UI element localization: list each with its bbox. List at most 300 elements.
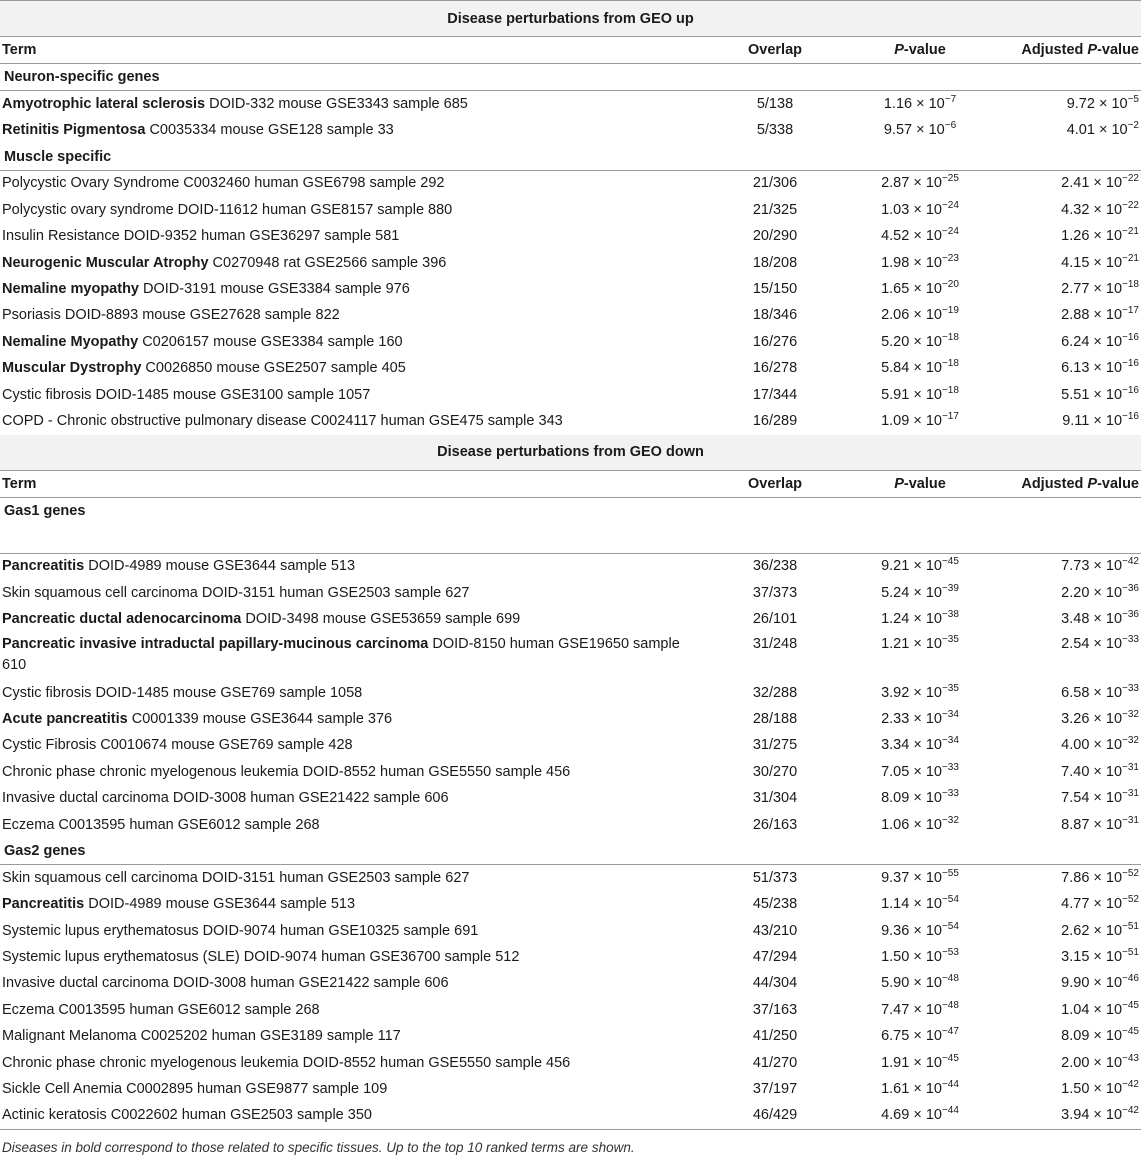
term-details: Systemic lupus erythematosus DOID-9074 human GSE10325 sample 691 <box>2 922 479 939</box>
adjusted-p-value-cell <box>990 197 1141 223</box>
table-row <box>0 812 1141 838</box>
p-value-mantissa: 5.24 × 10 <box>881 584 942 601</box>
p-value-cell <box>850 944 990 970</box>
table-row <box>0 580 1141 606</box>
adj-value-mantissa: 4.77 × 10 <box>1061 896 1123 913</box>
overlap-cell: 43/210 <box>752 922 798 939</box>
term-cell <box>0 759 700 785</box>
adj-value-exponent: −17 <box>1122 305 1139 317</box>
p-value-exponent: −23 <box>941 252 959 264</box>
p-value-cell <box>850 276 990 302</box>
adj-value-exponent: −22 <box>1122 173 1139 185</box>
p-value-mantissa: 1.03 × 10 <box>881 201 942 218</box>
p-value-mantissa: 5.20 × 10 <box>881 333 942 350</box>
term-cell <box>0 971 700 997</box>
header-p-suffix: -value <box>903 42 946 58</box>
term-tissue-name: Nemaline myopathy <box>2 281 139 298</box>
adjusted-p-value-cell <box>990 382 1141 408</box>
term-cell <box>0 706 700 732</box>
overlap-cell: 31/248 <box>752 635 798 652</box>
term-cell <box>0 1103 700 1130</box>
adj-value-exponent: −16 <box>1122 384 1139 396</box>
p-value-mantissa: 6.75 × 10 <box>881 1028 942 1045</box>
term-cell <box>0 680 700 706</box>
adjusted-p-value-cell <box>990 865 1141 892</box>
table-row <box>0 918 1141 944</box>
table-row <box>0 408 1141 434</box>
term-details: Eczema C0013595 human GSE6012 sample 268 <box>2 816 320 833</box>
term-details: Eczema C0013595 human GSE6012 sample 268 <box>2 1001 320 1018</box>
table-row <box>0 606 1141 632</box>
p-value-exponent: −54 <box>941 920 959 932</box>
p-value-mantissa: 5.91 × 10 <box>881 386 942 403</box>
overlap-cell: 26/101 <box>752 611 798 628</box>
term-details: Cystic fibrosis DOID-1485 mouse GSE769 sample 1058 <box>2 684 363 701</box>
adj-value-mantissa: 7.40 × 10 <box>1061 763 1123 780</box>
group-header-row <box>0 838 1141 865</box>
term-details: Insulin Resistance DOID-9352 human GSE36297 sample 581 <box>2 228 400 245</box>
p-value-exponent: −45 <box>941 1052 959 1064</box>
p-value-exponent: −44 <box>941 1079 959 1091</box>
term-cell <box>0 276 700 302</box>
adjusted-p-value-cell <box>990 759 1141 785</box>
adj-value-exponent: −36 <box>1122 609 1139 621</box>
adj-value-exponent: −42 <box>1122 1105 1139 1117</box>
adj-value-mantissa: 1.26 × 10 <box>1061 228 1123 245</box>
table-footnote: Diseases in bold correspond to those related to specific tissues. Up to the top 10 ranked terms are shown. <box>2 1140 635 1156</box>
p-value-cell <box>850 680 990 706</box>
term-details: C0001339 mouse GSE3644 sample 376 <box>127 710 393 727</box>
term-details: Sickle Cell Anemia C0002895 human GSE9877 sample 109 <box>2 1081 388 1098</box>
term-details: Malignant Melanoma C0025202 human GSE3189 sample 117 <box>2 1028 401 1045</box>
table-row <box>0 759 1141 785</box>
section-title: Disease perturbations from GEO up <box>0 1 1141 37</box>
term-cell <box>0 606 700 632</box>
adj-value-mantissa: 4.00 × 10 <box>1061 737 1123 754</box>
group-header-row <box>0 144 1141 171</box>
term-cell <box>0 91 700 118</box>
term-details: DOID-3191 mouse GSE3384 sample 976 <box>139 281 410 298</box>
p-value-cell <box>850 997 990 1023</box>
table-row <box>0 329 1141 355</box>
p-value-exponent: −19 <box>941 305 959 317</box>
p-value-cell <box>850 356 990 382</box>
overlap-cell: 21/325 <box>752 201 798 218</box>
group-label: Gas1 genes <box>0 497 1141 553</box>
term-details: Invasive ductal carcinoma DOID-3008 human GSE21422 sample 606 <box>2 975 449 992</box>
p-value-mantissa: 3.92 × 10 <box>881 684 942 701</box>
adjusted-p-value-cell <box>990 329 1141 355</box>
section-title-row <box>0 1 1141 37</box>
header-adj-suffix: -value <box>1097 475 1139 492</box>
p-value-exponent: −6 <box>944 120 957 132</box>
p-value-cell <box>850 865 990 892</box>
p-value-exponent: −34 <box>941 735 959 747</box>
adjusted-p-value-cell <box>990 356 1141 382</box>
adj-value-mantissa: 8.87 × 10 <box>1061 816 1123 833</box>
p-value-mantissa: 4.69 × 10 <box>881 1107 942 1124</box>
p-value-exponent: −25 <box>941 173 959 185</box>
p-value-mantissa: 9.37 × 10 <box>881 869 942 886</box>
header-adj-italic: P <box>1087 42 1098 58</box>
term-cell <box>0 250 700 276</box>
adjusted-p-value-cell <box>990 680 1141 706</box>
term-details: Skin squamous cell carcinoma DOID-3151 human GSE2503 sample 627 <box>2 869 470 886</box>
adj-value-exponent: −16 <box>1122 331 1139 343</box>
p-value-cell <box>850 382 990 408</box>
adj-value-exponent: −51 <box>1122 947 1139 959</box>
p-value-cell <box>850 224 990 250</box>
term-details: Chronic phase chronic myelogenous leukemia DOID-8552 human GSE5550 sample 456 <box>2 1054 571 1071</box>
overlap-cell: 30/270 <box>752 763 798 780</box>
table-row <box>0 971 1141 997</box>
p-value-cell <box>850 971 990 997</box>
header-p-value <box>850 37 990 64</box>
adj-value-mantissa: 1.50 × 10 <box>1061 1081 1123 1098</box>
term-details: C0206157 mouse GSE3384 sample 160 <box>138 333 403 350</box>
term-tissue-name: Nemaline Myopathy <box>2 333 139 350</box>
overlap-cell: 41/250 <box>752 1028 798 1045</box>
section-title-row <box>0 435 1141 471</box>
adjusted-p-value-cell <box>990 918 1141 944</box>
p-value-mantissa: 4.52 × 10 <box>881 228 942 245</box>
header-adj-prefix: Adjusted <box>1021 475 1088 492</box>
term-details: Invasive ductal carcinoma DOID-3008 human GSE21422 sample 606 <box>2 790 449 807</box>
adj-value-mantissa: 2.77 × 10 <box>1061 281 1123 298</box>
table-row <box>0 117 1141 143</box>
adj-value-exponent: −52 <box>1122 868 1139 880</box>
header-adj-suffix: -value <box>1097 42 1139 58</box>
p-value-mantissa: 9.57 × 10 <box>883 122 945 139</box>
adj-value-mantissa: 7.54 × 10 <box>1061 790 1123 807</box>
term-cell <box>0 224 700 250</box>
header-adjusted-p-value <box>990 37 1141 64</box>
adj-value-exponent: −42 <box>1122 1079 1139 1091</box>
p-value-cell <box>850 408 990 434</box>
overlap-cell: 18/346 <box>752 307 798 324</box>
p-value-mantissa: 1.09 × 10 <box>881 412 942 429</box>
term-tissue-name: Retinitis Pigmentosa <box>2 122 146 139</box>
adjusted-p-value-cell <box>990 606 1141 632</box>
p-value-mantissa: 1.14 × 10 <box>881 896 942 913</box>
adjusted-p-value-cell <box>990 408 1141 434</box>
table-row <box>0 785 1141 811</box>
p-value-exponent: −34 <box>941 709 959 721</box>
p-value-cell <box>850 892 990 918</box>
overlap-cell: 36/238 <box>752 558 798 575</box>
table-row <box>0 1050 1141 1076</box>
adjusted-p-value-cell <box>990 1076 1141 1102</box>
p-value-mantissa: 9.36 × 10 <box>881 922 942 939</box>
term-details: C0035334 mouse GSE128 sample 33 <box>145 122 394 139</box>
p-value-cell <box>850 1024 990 1050</box>
overlap-cell: 28/188 <box>752 710 798 727</box>
table-row <box>0 865 1141 892</box>
adj-value-mantissa: 9.72 × 10 <box>1066 95 1128 112</box>
term-tissue-name: Muscular Dystrophy <box>2 360 142 377</box>
adjusted-p-value-cell <box>990 892 1141 918</box>
p-value-cell <box>850 553 990 580</box>
table-row <box>0 303 1141 329</box>
p-value-exponent: −44 <box>941 1105 959 1117</box>
adjusted-p-value-cell <box>990 1103 1141 1130</box>
term-details: DOID-4989 mouse GSE3644 sample 513 <box>84 558 356 575</box>
p-value-cell <box>850 633 990 680</box>
header-p-italic: P <box>894 42 904 58</box>
p-value-exponent: −38 <box>941 609 959 621</box>
term-tissue-name: Pancreatitis <box>2 558 85 575</box>
header-adj-italic: P <box>1087 475 1098 492</box>
adjusted-p-value-cell <box>990 1024 1141 1050</box>
term-cell <box>0 733 700 759</box>
p-value-cell <box>850 170 990 197</box>
adjusted-p-value-cell <box>990 971 1141 997</box>
column-header-row <box>0 37 1141 64</box>
adjusted-p-value-cell <box>990 706 1141 732</box>
adj-value-exponent: −45 <box>1122 1000 1139 1012</box>
adj-value-exponent: −16 <box>1122 411 1139 423</box>
p-value-mantissa: 1.65 × 10 <box>881 281 942 298</box>
term-details: Polycystic Ovary Syndrome C0032460 human GSE6798 sample 292 <box>2 175 445 192</box>
p-value-mantissa: 1.61 × 10 <box>881 1081 942 1098</box>
header-overlap: Overlap <box>700 37 850 64</box>
p-value-exponent: −32 <box>941 814 959 826</box>
p-value-exponent: −47 <box>941 1026 959 1038</box>
p-value-exponent: −24 <box>941 226 959 238</box>
adjusted-p-value-cell <box>990 733 1141 759</box>
adj-value-mantissa: 7.86 × 10 <box>1061 869 1123 886</box>
term-tissue-name: Pancreatic ductal adenocarcinoma <box>2 611 242 628</box>
overlap-cell: 18/208 <box>752 254 798 271</box>
adj-value-mantissa: 3.94 × 10 <box>1061 1107 1123 1124</box>
p-value-exponent: −7 <box>944 93 957 105</box>
term-details: Cystic fibrosis DOID-1485 mouse GSE3100 sample 1057 <box>2 386 371 403</box>
term-cell <box>0 580 700 606</box>
term-tissue-name: Neurogenic Muscular Atrophy <box>2 254 209 271</box>
p-value-cell <box>850 785 990 811</box>
p-value-mantissa: 7.05 × 10 <box>881 763 942 780</box>
term-tissue-name: Acute pancreatitis <box>2 710 128 727</box>
group-header-row <box>0 497 1141 553</box>
term-cell <box>0 170 700 197</box>
adj-value-exponent: −33 <box>1122 634 1139 646</box>
p-value-mantissa: 7.47 × 10 <box>881 1001 942 1018</box>
adj-value-exponent: −46 <box>1122 973 1139 985</box>
adj-value-exponent: −42 <box>1122 556 1139 568</box>
term-tissue-name: Amyotrophic lateral sclerosis <box>2 95 206 112</box>
p-value-mantissa: 9.21 × 10 <box>881 558 942 575</box>
adj-value-exponent: −31 <box>1122 814 1139 826</box>
overlap-cell: 37/197 <box>752 1081 798 1098</box>
adj-value-mantissa: 2.88 × 10 <box>1061 307 1123 324</box>
group-header-row <box>0 64 1141 91</box>
adj-value-mantissa: 2.62 × 10 <box>1061 922 1123 939</box>
table-row <box>0 706 1141 732</box>
p-value-mantissa: 1.91 × 10 <box>881 1054 942 1071</box>
p-value-cell <box>850 580 990 606</box>
p-value-exponent: −48 <box>941 1000 959 1012</box>
adj-value-exponent: −45 <box>1122 1026 1139 1038</box>
adjusted-p-value-cell <box>990 250 1141 276</box>
adj-value-exponent: −5 <box>1127 93 1139 105</box>
header-overlap: Overlap <box>700 470 850 497</box>
adj-value-exponent: −36 <box>1122 582 1139 594</box>
adjusted-p-value-cell <box>990 944 1141 970</box>
adjusted-p-value-cell <box>990 812 1141 838</box>
adjusted-p-value-cell <box>990 997 1141 1023</box>
p-value-cell <box>850 706 990 732</box>
table-row <box>0 553 1141 580</box>
p-value-exponent: −48 <box>941 973 959 985</box>
term-details: C0026850 mouse GSE2507 sample 405 <box>141 360 406 377</box>
term-cell <box>0 408 700 434</box>
p-value-exponent: −17 <box>941 411 959 423</box>
adj-value-mantissa: 3.48 × 10 <box>1061 611 1123 628</box>
p-value-cell <box>850 606 990 632</box>
adjusted-p-value-cell <box>990 117 1141 143</box>
header-p-suffix: -value <box>903 475 946 492</box>
table-row <box>0 276 1141 302</box>
p-value-mantissa: 1.06 × 10 <box>881 816 942 833</box>
term-details: Skin squamous cell carcinoma DOID-3151 human GSE2503 sample 627 <box>2 584 470 601</box>
adj-value-exponent: −43 <box>1122 1052 1139 1064</box>
term-details: COPD - Chronic obstructive pulmonary disease C0024117 human GSE475 sample 343 <box>2 412 563 429</box>
adjusted-p-value-cell <box>990 276 1141 302</box>
overlap-cell: 45/238 <box>752 896 798 913</box>
header-term: Term <box>0 470 700 497</box>
overlap-cell: 51/373 <box>752 869 798 886</box>
p-value-exponent: −18 <box>941 331 959 343</box>
p-value-cell <box>850 329 990 355</box>
p-value-mantissa: 2.06 × 10 <box>881 307 942 324</box>
table-row <box>0 892 1141 918</box>
term-details: Cystic Fibrosis C0010674 mouse GSE769 sample 428 <box>2 737 353 754</box>
p-value-cell <box>850 759 990 785</box>
adj-value-exponent: −51 <box>1122 920 1139 932</box>
p-value-mantissa: 2.33 × 10 <box>881 710 942 727</box>
term-details: Systemic lupus erythematosus (SLE) DOID-9074 human GSE36700 sample 512 <box>2 949 520 966</box>
adjusted-p-value-cell <box>990 224 1141 250</box>
overlap-cell: 16/278 <box>752 360 798 377</box>
header-adj-prefix: Adjusted <box>1021 42 1088 58</box>
adj-value-mantissa: 5.51 × 10 <box>1061 386 1123 403</box>
p-value-exponent: −24 <box>941 200 959 212</box>
p-value-exponent: −55 <box>941 868 959 880</box>
header-p-italic: P <box>894 475 904 492</box>
p-value-cell <box>850 250 990 276</box>
overlap-cell: 44/304 <box>752 975 798 992</box>
overlap-cell: 37/163 <box>752 1001 798 1018</box>
term-cell <box>0 812 700 838</box>
term-details: Actinic keratosis C0022602 human GSE2503 sample 350 <box>2 1107 372 1124</box>
table-row <box>0 1076 1141 1102</box>
adjusted-p-value-cell <box>990 170 1141 197</box>
p-value-exponent: −39 <box>941 582 959 594</box>
p-value-cell <box>850 812 990 838</box>
adj-value-mantissa: 4.15 × 10 <box>1061 254 1123 271</box>
p-value-cell <box>850 733 990 759</box>
term-cell <box>0 892 700 918</box>
term-cell <box>0 356 700 382</box>
p-value-cell <box>850 91 990 118</box>
term-cell <box>0 1050 700 1076</box>
term-cell <box>0 329 700 355</box>
term-details: DOID-4989 mouse GSE3644 sample 513 <box>84 896 356 913</box>
adj-value-mantissa: 8.09 × 10 <box>1061 1028 1123 1045</box>
adj-value-mantissa: 9.90 × 10 <box>1061 975 1123 992</box>
overlap-cell: 32/288 <box>752 684 798 701</box>
adj-value-mantissa: 9.11 × 10 <box>1062 412 1123 429</box>
p-value-mantissa: 1.21 × 10 <box>881 635 942 652</box>
adj-value-mantissa: 7.73 × 10 <box>1061 558 1123 575</box>
adj-value-exponent: −22 <box>1122 200 1139 212</box>
table-row <box>0 680 1141 706</box>
adj-value-mantissa: 2.00 × 10 <box>1061 1054 1123 1071</box>
header-p-value <box>850 470 990 497</box>
p-value-cell <box>850 197 990 223</box>
adj-value-exponent: −52 <box>1122 894 1139 906</box>
adj-value-mantissa: 2.41 × 10 <box>1061 175 1123 192</box>
p-value-mantissa: 5.84 × 10 <box>881 360 942 377</box>
adj-value-mantissa: 4.32 × 10 <box>1061 201 1123 218</box>
table-row <box>0 944 1141 970</box>
adjusted-p-value-cell <box>990 785 1141 811</box>
adjusted-p-value-cell <box>990 580 1141 606</box>
p-value-exponent: −33 <box>941 761 959 773</box>
p-value-cell <box>850 1103 990 1130</box>
term-cell <box>0 785 700 811</box>
section-title: Disease perturbations from GEO down <box>0 435 1141 471</box>
adjusted-p-value-cell <box>990 303 1141 329</box>
term-details: Chronic phase chronic myelogenous leukemia DOID-8552 human GSE5550 sample 456 <box>2 763 571 780</box>
p-value-cell <box>850 1076 990 1102</box>
table-row <box>0 224 1141 250</box>
p-value-cell <box>850 117 990 143</box>
overlap-cell: 16/289 <box>752 412 798 429</box>
p-value-cell <box>850 918 990 944</box>
p-value-exponent: −18 <box>941 358 959 370</box>
p-value-mantissa: 5.90 × 10 <box>881 975 942 992</box>
term-details: Polycystic ovary syndrome DOID-11612 human GSE8157 sample 880 <box>2 201 453 218</box>
adj-value-exponent: −33 <box>1122 682 1139 694</box>
term-details: Psoriasis DOID-8893 mouse GSE27628 sample 822 <box>2 307 340 324</box>
table-row <box>0 1024 1141 1050</box>
adjusted-p-value-cell <box>990 553 1141 580</box>
header-term: Term <box>0 37 700 64</box>
term-cell <box>0 997 700 1023</box>
p-value-exponent: −20 <box>941 279 959 291</box>
adj-value-mantissa: 2.54 × 10 <box>1061 635 1123 652</box>
p-value-exponent: −54 <box>941 894 959 906</box>
p-value-exponent: −18 <box>941 384 959 396</box>
overlap-cell: 41/270 <box>752 1054 798 1071</box>
p-value-exponent: −35 <box>941 634 959 646</box>
adj-value-mantissa: 3.26 × 10 <box>1061 710 1123 727</box>
term-details: DOID-8150 human GSE19650 sample 610 <box>2 635 684 673</box>
adj-value-exponent: −18 <box>1122 279 1139 291</box>
overlap-cell: 31/304 <box>752 790 798 807</box>
adjusted-p-value-cell <box>990 633 1141 680</box>
term-cell <box>0 918 700 944</box>
results-table-body <box>0 1 1141 1130</box>
term-tissue-name: Pancreatic invasive intraductal papillary-mucinous carcinoma <box>2 635 429 652</box>
adj-value-exponent: −32 <box>1122 735 1139 747</box>
p-value-mantissa: 1.50 × 10 <box>881 949 942 966</box>
p-value-exponent: −35 <box>941 682 959 694</box>
table-row <box>0 1103 1141 1130</box>
adj-value-exponent: −31 <box>1122 788 1139 800</box>
table-row <box>0 633 1141 680</box>
